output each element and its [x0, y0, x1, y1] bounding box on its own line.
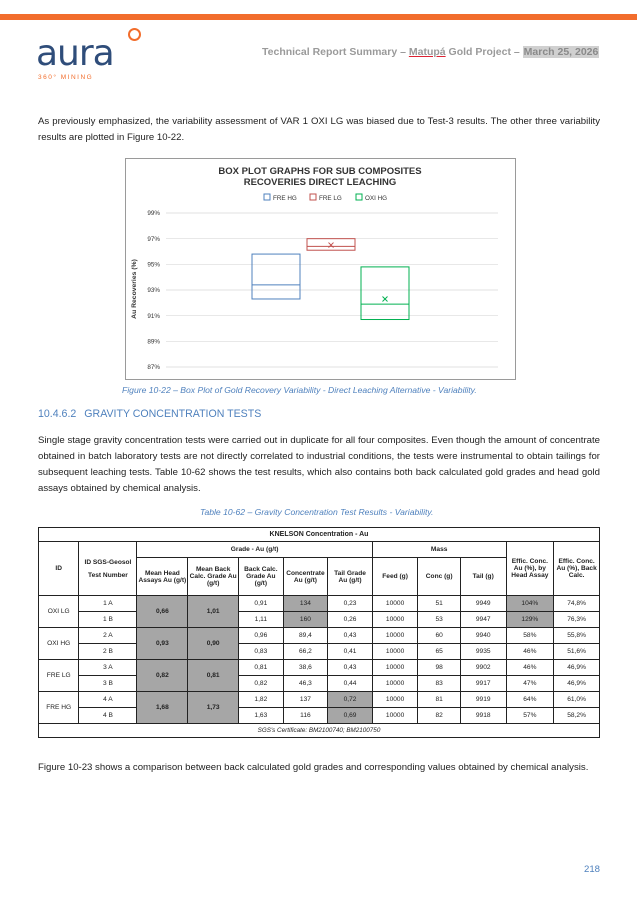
- section-heading: [38, 408, 261, 420]
- concentrate-cell: 89,4: [283, 628, 328, 644]
- gravity-test-table-wrapper: [38, 527, 600, 738]
- col-group-grade: Grade - Au (g/t): [137, 542, 372, 558]
- legend-label: FRE HG: [273, 195, 297, 202]
- header-title-prefix: Technical Report Summary –: [262, 46, 409, 58]
- col-header-concentrate: Concentrate Au (g/t): [283, 558, 328, 596]
- table-row: [39, 692, 600, 708]
- eff-back-cell: 51,6%: [554, 644, 600, 660]
- y-tick-label: 93%: [147, 287, 160, 295]
- conc-cell: 82: [418, 708, 461, 724]
- back-calc-cell: 1,63: [239, 708, 284, 724]
- conc-cell: 65: [418, 644, 461, 660]
- conc-cell: 98: [418, 660, 461, 676]
- table-row: [39, 596, 600, 612]
- y-tick-label: 99%: [147, 210, 160, 218]
- header-accent-bar: [0, 14, 637, 20]
- eff-back-cell: 76,3%: [554, 612, 600, 628]
- table-row: [39, 708, 600, 724]
- figure-caption: Figure 10-22 – Box Plot of Gold Recovery Variability - Direct Leaching Alternative - Variability.: [122, 385, 477, 395]
- back-calc-cell: 0,96: [239, 628, 284, 644]
- chart-title-line1: BOX PLOT GRAPHS FOR SUB COMPOSITES: [218, 166, 422, 177]
- eff-head-cell: 47%: [506, 676, 554, 692]
- tail-cell: 9940: [460, 628, 506, 644]
- col-header-eff-back: Effic. Conc. Au (%), Back Calc.: [554, 542, 600, 596]
- back-calc-cell: 0,81: [239, 660, 284, 676]
- col-header-sgs-line1: ID SGS-Geosol: [84, 558, 132, 566]
- tail-cell: 9918: [460, 708, 506, 724]
- legend-label: OXI HG: [365, 195, 388, 202]
- back-calc-cell: 0,91: [239, 596, 284, 612]
- conc-cell: 83: [418, 676, 461, 692]
- tail-grade-cell: 0,26: [328, 612, 373, 628]
- group-id-cell: FRE LG: [39, 660, 79, 692]
- tail-cell: 9919: [460, 692, 506, 708]
- back-calc-cell: 0,83: [239, 644, 284, 660]
- col-header-back-calc: Back Calc. Grade Au (g/t): [239, 558, 284, 596]
- feed-cell: 10000: [372, 660, 418, 676]
- table-footnote: SGS's Certificate: BM2100740; BM2100750: [39, 724, 600, 738]
- table-row: [39, 612, 600, 628]
- test-number-cell: 1 B: [79, 612, 137, 628]
- legend-label: FRE LG: [319, 195, 342, 202]
- box-plot-chart: [126, 159, 515, 379]
- back-calc-cell: 1,82: [239, 692, 284, 708]
- table-row: [39, 660, 600, 676]
- conc-cell: 53: [418, 612, 461, 628]
- test-number-cell: 1 A: [79, 596, 137, 612]
- col-header-sgs-line2: Test Number: [88, 571, 128, 579]
- legend-swatch: [356, 194, 362, 200]
- box-oxi-hg: [361, 267, 409, 320]
- concentrate-cell: 137: [283, 692, 328, 708]
- logo-ring-icon: [128, 28, 141, 41]
- page-number: 218: [584, 864, 601, 875]
- tail-grade-cell: 0,41: [328, 644, 373, 660]
- box-plot-figure: [125, 158, 516, 380]
- eff-head-cell: 104%: [506, 596, 554, 612]
- eff-back-cell: 46,9%: [554, 676, 600, 692]
- chart-legend: [264, 194, 387, 202]
- concentrate-cell: 66,2: [283, 644, 328, 660]
- tail-cell: 9949: [460, 596, 506, 612]
- concentrate-cell: 134: [283, 596, 328, 612]
- logo-tagline: 360° MINING: [38, 74, 94, 81]
- concentrate-cell: 160: [283, 612, 328, 628]
- company-logo: [36, 28, 156, 84]
- eff-head-cell: 129%: [506, 612, 554, 628]
- tail-grade-cell: 0,23: [328, 596, 373, 612]
- col-header-mean-head: Mean Head Assays Au (g/t): [137, 558, 188, 596]
- body-paragraph: Single stage gravity concentration tests were carried out in duplicate for all four composites. Even though the amount of concentrate obtained in batch laboratory tests are not directly correlated to industrial conditions, the tests were instrumental to obtain tailings for subsequent leaching tests. Table 10-62 shows the test results, which also contains both back calculated gold grades and head gold assays obtained by chemical analysis.: [38, 435, 600, 494]
- table-title: KNELSON Concentration - Au: [39, 528, 600, 542]
- conc-cell: 81: [418, 692, 461, 708]
- eff-back-cell: 58,2%: [554, 708, 600, 724]
- eff-back-cell: 61,0%: [554, 692, 600, 708]
- eff-head-cell: 46%: [506, 644, 554, 660]
- back-calc-cell: 1,11: [239, 612, 284, 628]
- col-group-mass: Mass: [372, 542, 506, 558]
- box-fre-hg: [252, 254, 300, 299]
- col-header-feed: Feed (g): [372, 558, 418, 596]
- y-tick-label: 97%: [147, 235, 160, 243]
- tail-grade-cell: 0,44: [328, 676, 373, 692]
- conc-cell: 60: [418, 628, 461, 644]
- feed-cell: 10000: [372, 708, 418, 724]
- tail-cell: 9902: [460, 660, 506, 676]
- feed-cell: 10000: [372, 596, 418, 612]
- group-id-cell: OXI HG: [39, 628, 79, 660]
- y-tick-label: 91%: [147, 312, 160, 320]
- chart-y-ticks: [147, 210, 160, 371]
- legend-swatch: [264, 194, 270, 200]
- concentrate-cell: 38,6: [283, 660, 328, 676]
- test-number-cell: 2 B: [79, 644, 137, 660]
- closing-paragraph: Figure 10-23 shows a comparison between back calculated gold grades and corresponding values obtained by chemical analysis.: [38, 762, 589, 773]
- test-number-cell: 3 A: [79, 660, 137, 676]
- eff-head-cell: 64%: [506, 692, 554, 708]
- eff-back-cell: 74,8%: [554, 596, 600, 612]
- test-number-cell: 4 A: [79, 692, 137, 708]
- col-header-id: ID: [39, 542, 79, 596]
- tail-grade-cell: 0,43: [328, 628, 373, 644]
- logo-wordmark: aura: [36, 33, 114, 74]
- chart-gridlines: [166, 213, 498, 367]
- report-header-title: [262, 46, 599, 58]
- mean-back-cell: 1,73: [188, 692, 239, 724]
- group-id-cell: OXI LG: [39, 596, 79, 628]
- test-number-cell: 2 A: [79, 628, 137, 644]
- table-row: [39, 676, 600, 692]
- feed-cell: 10000: [372, 676, 418, 692]
- conc-cell: 51: [418, 596, 461, 612]
- y-tick-label: 87%: [147, 364, 160, 372]
- header-title-middle: Gold Project –: [445, 46, 523, 58]
- mean-back-cell: 0,90: [188, 628, 239, 660]
- back-calc-cell: 0,82: [239, 676, 284, 692]
- chart-y-axis-label: Au Recoveries (%): [131, 259, 138, 319]
- chart-boxes: [252, 239, 409, 320]
- legend-swatch: [310, 194, 316, 200]
- chart-title-line2: RECOVERIES DIRECT LEACHING: [243, 177, 397, 188]
- table-caption: Table 10-62 – Gravity Concentration Test Results - Variability.: [200, 507, 434, 517]
- feed-cell: 10000: [372, 612, 418, 628]
- eff-head-cell: 46%: [506, 660, 554, 676]
- mean-head-cell: 0,66: [137, 596, 188, 628]
- col-header-tail: Tail (g): [460, 558, 506, 596]
- section-number: 10.4.6.2: [38, 408, 77, 420]
- tail-cell: 9917: [460, 676, 506, 692]
- table-row: [39, 628, 600, 644]
- mean-back-cell: 1,01: [188, 596, 239, 628]
- eff-head-cell: 58%: [506, 628, 554, 644]
- tail-grade-cell: 0,43: [328, 660, 373, 676]
- mean-back-cell: 0,81: [188, 660, 239, 692]
- test-number-cell: 4 B: [79, 708, 137, 724]
- concentrate-cell: 116: [283, 708, 328, 724]
- col-header-sgs: [79, 542, 137, 596]
- eff-back-cell: 46,9%: [554, 660, 600, 676]
- gravity-test-table: [38, 527, 600, 738]
- col-header-tail-grade: Tail Grade Au (g/t): [328, 558, 373, 596]
- col-header-mean-back: Mean Back Calc. Grade Au (g/t): [188, 558, 239, 596]
- section-title: GRAVITY CONCENTRATION TESTS: [84, 408, 262, 420]
- tail-cell: 9935: [460, 644, 506, 660]
- y-tick-label: 95%: [147, 261, 160, 269]
- tail-cell: 9947: [460, 612, 506, 628]
- group-id-cell: FRE HG: [39, 692, 79, 724]
- header-project-name: Matupá: [408, 46, 446, 58]
- intro-paragraph: As previously emphasized, the variability assessment of VAR 1 OXI LG was biased due to Test-3 results. The other three variability results are plotted in Figure 10-22.: [38, 116, 600, 143]
- eff-back-cell: 55,8%: [554, 628, 600, 644]
- feed-cell: 10000: [372, 644, 418, 660]
- header-date: March 25, 2026: [523, 46, 599, 58]
- feed-cell: 10000: [372, 692, 418, 708]
- tail-grade-cell: 0,72: [328, 692, 373, 708]
- col-header-eff-head: Effic. Conc. Au (%), by Head Assay: [506, 542, 554, 596]
- mean-head-cell: 1,68: [137, 692, 188, 724]
- feed-cell: 10000: [372, 628, 418, 644]
- tail-grade-cell: 0,69: [328, 708, 373, 724]
- y-tick-label: 89%: [147, 338, 160, 346]
- concentrate-cell: 46,3: [283, 676, 328, 692]
- col-header-conc: Conc (g): [418, 558, 461, 596]
- test-number-cell: 3 B: [79, 676, 137, 692]
- mean-head-cell: 0,82: [137, 660, 188, 692]
- table-row: [39, 644, 600, 660]
- mean-head-cell: 0,93: [137, 628, 188, 660]
- eff-head-cell: 57%: [506, 708, 554, 724]
